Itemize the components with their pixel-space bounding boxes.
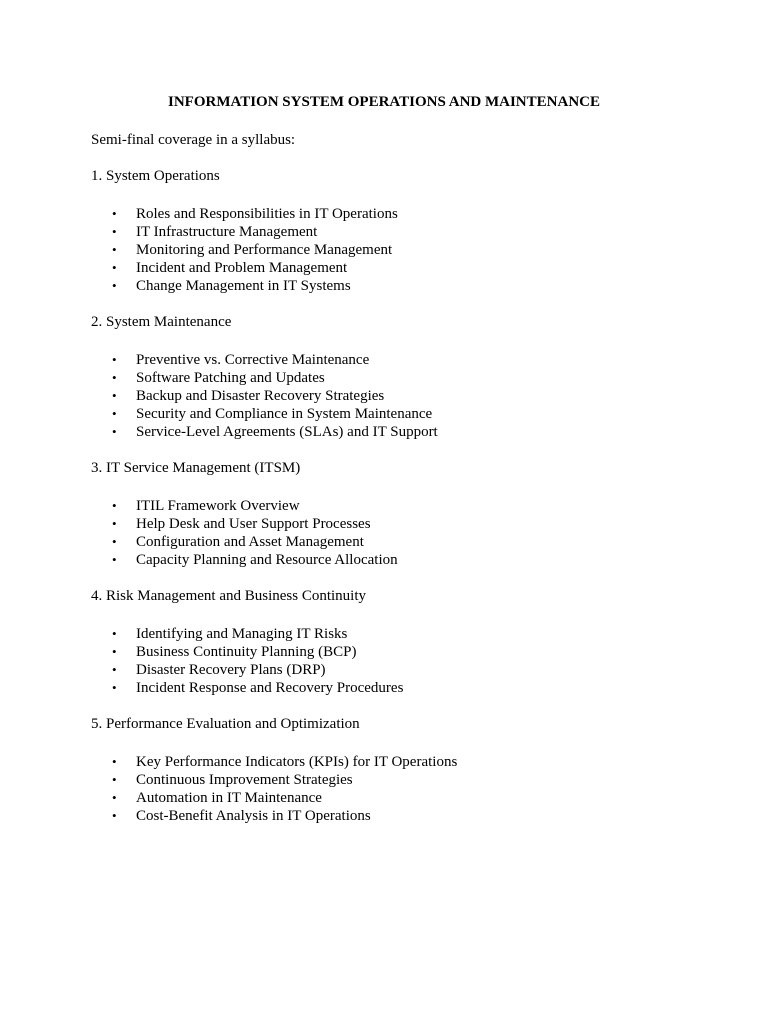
list-item	[91, 533, 711, 551]
bullet-list	[91, 625, 711, 697]
bullet-icon: •	[112, 772, 117, 787]
list-item-text: Identifying and Managing IT Risks	[136, 626, 348, 642]
list-item	[91, 423, 711, 441]
bullet-icon: •	[112, 516, 117, 531]
list-item-text: Capacity Planning and Resource Allocation	[136, 552, 398, 568]
list-item-text: Continuous Improvement Strategies	[136, 772, 353, 788]
list-item-text: ITIL Framework Overview	[136, 498, 300, 514]
bullet-list	[91, 351, 711, 441]
bullet-list	[91, 497, 711, 569]
list-item	[91, 223, 711, 241]
bullet-icon: •	[112, 808, 117, 823]
list-item	[91, 205, 711, 223]
section-heading: 3. IT Service Management (ITSM)	[91, 460, 301, 476]
bullet-list	[91, 753, 711, 825]
list-item-text: Roles and Responsibilities in IT Operations	[136, 206, 398, 222]
section-it-service-management	[91, 459, 711, 569]
list-item	[91, 789, 711, 807]
bullet-icon: •	[112, 206, 117, 221]
bullet-icon: •	[112, 498, 117, 513]
list-item	[91, 259, 711, 277]
list-item	[91, 625, 711, 643]
list-item-text: Change Management in IT Systems	[136, 278, 351, 294]
bullet-icon: •	[112, 754, 117, 769]
list-item-text: Business Continuity Planning (BCP)	[136, 644, 357, 660]
bullet-icon: •	[112, 352, 117, 367]
list-item-text: IT Infrastructure Management	[136, 224, 318, 240]
bullet-icon: •	[112, 424, 117, 439]
list-item	[91, 753, 711, 771]
list-item-text: Incident Response and Recovery Procedures	[136, 680, 404, 696]
bullet-icon: •	[112, 534, 117, 549]
section-heading: 1. System Operations	[91, 168, 220, 184]
bullet-icon: •	[112, 680, 117, 695]
list-item-text: Monitoring and Performance Management	[136, 242, 393, 258]
list-item	[91, 351, 711, 369]
bullet-icon: •	[112, 644, 117, 659]
section-system-maintenance	[91, 313, 711, 441]
list-item	[91, 387, 711, 405]
list-item	[91, 679, 711, 697]
section-heading: 2. System Maintenance	[91, 314, 232, 330]
bullet-icon: •	[112, 790, 117, 805]
list-item-text: Preventive vs. Corrective Maintenance	[136, 352, 370, 368]
list-item-text: Help Desk and User Support Processes	[136, 516, 371, 532]
intro-text: Semi-final coverage in a syllabus:	[91, 132, 296, 148]
list-item	[91, 643, 711, 661]
section-risk-management	[91, 587, 711, 697]
list-item-text: Incident and Problem Management	[136, 260, 348, 276]
bullet-icon: •	[112, 388, 117, 403]
list-item-text: Security and Compliance in System Maintenance	[136, 406, 433, 422]
list-item-text: Service-Level Agreements (SLAs) and IT Support	[136, 424, 438, 440]
bullet-icon: •	[112, 552, 117, 567]
bullet-icon: •	[112, 260, 117, 275]
list-item	[91, 807, 711, 825]
list-item-text: Configuration and Asset Management	[136, 534, 364, 550]
bullet-icon: •	[112, 662, 117, 677]
list-item-text: Automation in IT Maintenance	[136, 790, 322, 806]
list-item-text: Disaster Recovery Plans (DRP)	[136, 662, 326, 678]
list-item	[91, 771, 711, 789]
list-item	[91, 515, 711, 533]
list-item-text: Backup and Disaster Recovery Strategies	[136, 388, 385, 404]
section-heading: 4. Risk Management and Business Continuity	[91, 588, 366, 604]
list-item	[91, 369, 711, 387]
bullet-icon: •	[112, 278, 117, 293]
list-item	[91, 497, 711, 515]
section-heading: 5. Performance Evaluation and Optimization	[91, 716, 360, 732]
list-item	[91, 551, 711, 569]
section-system-operations	[91, 167, 711, 295]
bullet-list	[91, 205, 711, 295]
list-item	[91, 277, 711, 295]
section-performance-evaluation	[91, 715, 711, 825]
list-item-text: Key Performance Indicators (KPIs) for IT Operations	[136, 754, 458, 770]
bullet-icon: •	[112, 242, 117, 257]
bullet-icon: •	[112, 224, 117, 239]
list-item	[91, 661, 711, 679]
list-item-text: Cost-Benefit Analysis in IT Operations	[136, 808, 371, 824]
bullet-icon: •	[112, 406, 117, 421]
list-item-text: Software Patching and Updates	[136, 370, 325, 386]
list-item	[91, 405, 711, 423]
list-item	[91, 241, 711, 259]
bullet-icon: •	[112, 626, 117, 641]
document-title: INFORMATION SYSTEM OPERATIONS AND MAINTENANCE	[168, 94, 600, 110]
bullet-icon: •	[112, 370, 117, 385]
